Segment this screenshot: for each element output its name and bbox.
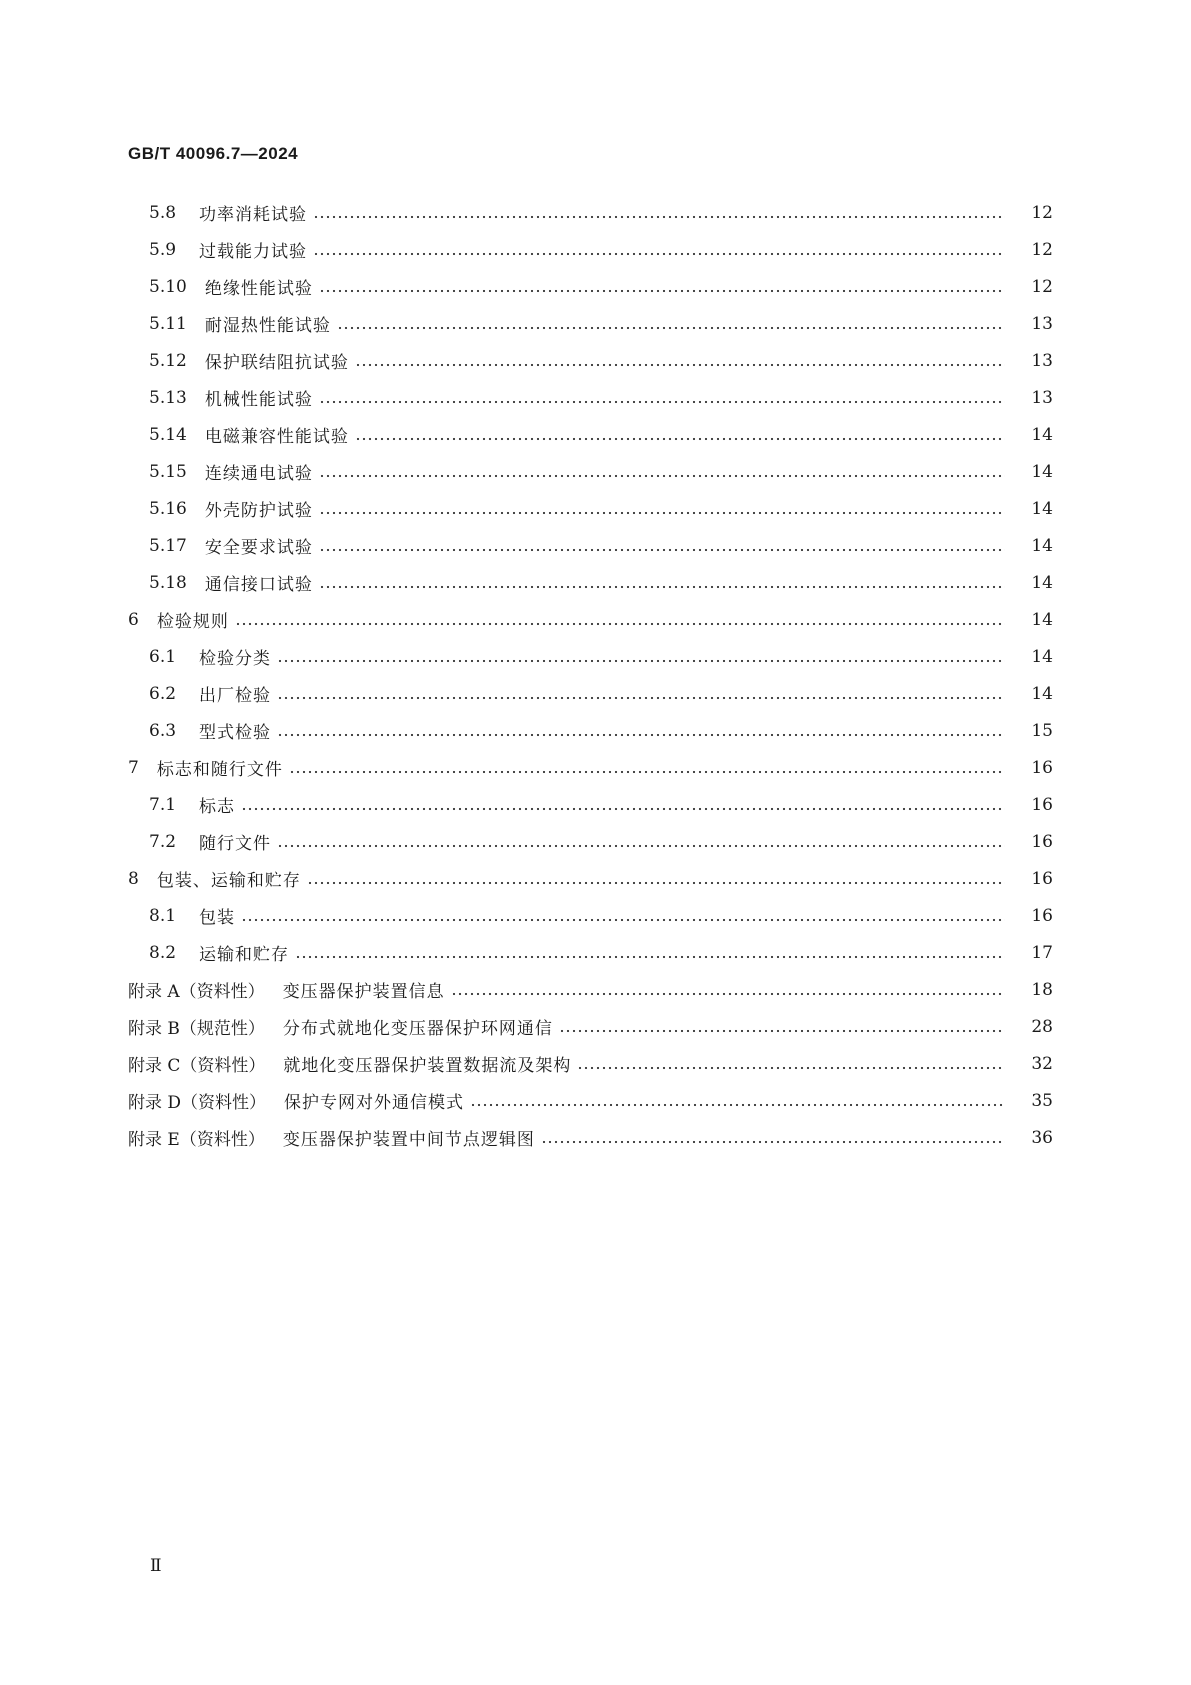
toc-entry[interactable] <box>0 897 1191 934</box>
toc-entry-page: 16 <box>1031 905 1053 926</box>
toc-leader-dots <box>277 648 1005 665</box>
toc-leader-dots <box>319 574 1005 591</box>
toc-entry[interactable] <box>0 823 1191 860</box>
toc-entry-title: 检验分类 <box>199 649 271 669</box>
toc-entry-number: 5.17 <box>149 535 187 556</box>
toc-entry-title: 运输和贮存 <box>199 945 289 965</box>
toc-entry[interactable] <box>0 638 1191 675</box>
toc-entry-number: 8.1 <box>149 905 177 926</box>
toc-entry-number: 6 <box>128 609 139 630</box>
toc-leader-dots <box>235 611 1005 628</box>
toc-entry-number: 5.18 <box>149 572 187 593</box>
toc-entry-number: 附录 D（资料性） <box>128 1093 267 1113</box>
toc-leader-dots <box>355 352 1005 369</box>
toc-entry[interactable] <box>0 527 1191 564</box>
toc-entry-page: 14 <box>1031 683 1053 704</box>
toc-entry-page: 36 <box>1031 1127 1053 1148</box>
toc-entry[interactable] <box>0 416 1191 453</box>
toc-leader-dots <box>313 241 1005 258</box>
toc-leader-dots <box>337 315 1005 332</box>
toc-entry[interactable] <box>0 934 1191 971</box>
toc-entry-page: 14 <box>1031 535 1053 556</box>
toc-entry-page: 16 <box>1031 831 1053 852</box>
toc-entry-title: 标志和随行文件 <box>156 760 283 780</box>
toc-entry-title: 功率消耗试验 <box>199 205 307 225</box>
toc-leader-dots <box>241 796 1005 813</box>
toc-entry-number: 7 <box>128 757 139 778</box>
toc-entry[interactable] <box>0 564 1191 601</box>
toc-entry-number: 5.9 <box>149 239 177 260</box>
toc-entry-page: 15 <box>1031 720 1053 741</box>
toc-entry[interactable] <box>0 786 1191 823</box>
toc-entry-title: 耐湿热性能试验 <box>204 316 331 336</box>
toc-entry-number: 7.1 <box>149 794 177 815</box>
toc-leader-dots <box>319 389 1005 406</box>
toc-entry[interactable] <box>0 379 1191 416</box>
toc-entry-page: 13 <box>1031 350 1053 371</box>
toc-leader-dots <box>313 204 1005 221</box>
toc-entry-number: 附录 C（资料性） <box>128 1056 266 1076</box>
toc-entry-title: 包装 <box>199 908 235 928</box>
toc-entry-title: 保护专网对外通信模式 <box>284 1093 465 1113</box>
toc-leader-dots <box>277 722 1005 739</box>
toc-entry-title: 电磁兼容性能试验 <box>204 427 349 447</box>
toc-entry-title: 标志 <box>199 797 235 817</box>
toc-entry-number: 8 <box>128 868 139 889</box>
toc-entry-page: 16 <box>1031 794 1053 815</box>
toc-leader-dots <box>577 1055 1005 1072</box>
toc-leader-dots <box>307 870 1005 887</box>
toc-entry[interactable] <box>0 268 1191 305</box>
toc-entry-number: 5.15 <box>149 461 187 482</box>
toc-leader-dots <box>277 685 1005 702</box>
toc-entry[interactable] <box>0 749 1191 786</box>
toc-entry-title: 机械性能试验 <box>204 390 313 410</box>
toc-entry-title: 连续通电试验 <box>204 464 313 484</box>
toc-leader-dots <box>319 537 1005 554</box>
toc-entry-number: 附录 B（规范性） <box>128 1019 265 1039</box>
toc-entry-number: 6.3 <box>149 720 177 741</box>
toc-entry-page: 18 <box>1031 979 1053 1000</box>
table-of-contents <box>0 194 1191 1156</box>
page-number: Ⅱ <box>150 1556 162 1576</box>
toc-entry-appendix[interactable] <box>0 971 1191 1008</box>
toc-entry-number: 5.11 <box>149 313 187 334</box>
toc-entry-appendix[interactable] <box>0 1119 1191 1156</box>
toc-entry-title: 就地化变压器保护装置数据流及架构 <box>283 1056 572 1076</box>
toc-entry-title: 包装、运输和贮存 <box>156 871 301 891</box>
toc-entry-title: 保护联结阻抗试验 <box>204 353 349 373</box>
toc-leader-dots <box>451 981 1005 998</box>
toc-entry-number: 5.14 <box>149 424 187 445</box>
toc-leader-dots <box>277 833 1005 850</box>
toc-entry-page: 14 <box>1031 461 1053 482</box>
toc-entry-title: 检验规则 <box>156 612 229 632</box>
toc-entry-page: 14 <box>1031 498 1053 519</box>
toc-entry-page: 12 <box>1031 202 1053 223</box>
toc-entry-page: 32 <box>1031 1053 1053 1074</box>
toc-entry[interactable] <box>0 712 1191 749</box>
toc-entry-appendix[interactable] <box>0 1082 1191 1119</box>
toc-entry-page: 16 <box>1031 868 1053 889</box>
toc-leader-dots <box>559 1018 1005 1035</box>
document-code: GB/T 40096.7—2024 <box>128 144 299 163</box>
toc-entry-number: 7.2 <box>149 831 177 852</box>
toc-entry-page: 14 <box>1031 609 1053 630</box>
toc-entry-page: 14 <box>1031 424 1053 445</box>
toc-entry-number: 5.10 <box>149 276 187 297</box>
toc-entry-page: 16 <box>1031 757 1053 778</box>
toc-entry-page: 28 <box>1031 1016 1053 1037</box>
toc-entry[interactable] <box>0 675 1191 712</box>
toc-entry[interactable] <box>0 860 1191 897</box>
toc-leader-dots <box>295 944 1005 961</box>
toc-leader-dots <box>289 759 1005 776</box>
toc-entry-number: 5.16 <box>149 498 187 519</box>
toc-leader-dots <box>541 1129 1005 1146</box>
toc-entry[interactable] <box>0 490 1191 527</box>
toc-entry-title: 安全要求试验 <box>204 538 313 558</box>
toc-entry-page: 12 <box>1031 276 1053 297</box>
toc-entry-page: 13 <box>1031 387 1053 408</box>
toc-entry-page: 14 <box>1031 572 1053 593</box>
toc-entry-number: 附录 E（资料性） <box>128 1130 265 1150</box>
toc-leader-dots <box>319 463 1005 480</box>
toc-entry-number: 5.13 <box>149 387 187 408</box>
toc-entry[interactable] <box>0 342 1191 379</box>
toc-entry-page: 12 <box>1031 239 1053 260</box>
toc-entry[interactable] <box>0 601 1191 638</box>
toc-entry-number: 5.12 <box>149 350 187 371</box>
toc-leader-dots <box>319 500 1005 517</box>
toc-entry[interactable] <box>0 305 1191 342</box>
toc-entry-title: 通信接口试验 <box>204 575 313 595</box>
toc-entry-appendix[interactable] <box>0 1045 1191 1082</box>
toc-entry-page: 13 <box>1031 313 1053 334</box>
toc-entry-page: 14 <box>1031 646 1053 667</box>
toc-entry[interactable] <box>0 194 1191 231</box>
toc-entry[interactable] <box>0 231 1191 268</box>
toc-entry-page: 35 <box>1031 1090 1053 1111</box>
toc-leader-dots <box>241 907 1005 924</box>
toc-entry-number: 8.2 <box>149 942 177 963</box>
toc-entry-title: 绝缘性能试验 <box>204 279 313 299</box>
toc-entry-appendix[interactable] <box>0 1008 1191 1045</box>
toc-leader-dots <box>355 426 1005 443</box>
toc-leader-dots <box>470 1092 1005 1109</box>
toc-entry-title: 随行文件 <box>199 834 271 854</box>
toc-leader-dots <box>319 278 1005 295</box>
toc-entry-title: 分布式就地化变压器保护环网通信 <box>282 1019 553 1039</box>
toc-entry[interactable] <box>0 453 1191 490</box>
toc-entry-title: 变压器保护装置信息 <box>282 982 445 1002</box>
toc-entry-page: 17 <box>1031 942 1053 963</box>
toc-entry-title: 变压器保护装置中间节点逻辑图 <box>282 1130 535 1150</box>
toc-entry-number: 6.2 <box>149 683 177 704</box>
toc-entry-number: 附录 A（资料性） <box>128 982 265 1002</box>
toc-entry-title: 外壳防护试验 <box>204 501 313 521</box>
toc-entry-title: 过载能力试验 <box>199 242 307 262</box>
toc-entry-title: 型式检验 <box>199 723 271 743</box>
toc-entry-number: 6.1 <box>149 646 177 667</box>
toc-entry-title: 出厂检验 <box>199 686 271 706</box>
toc-entry-number: 5.8 <box>149 202 177 223</box>
